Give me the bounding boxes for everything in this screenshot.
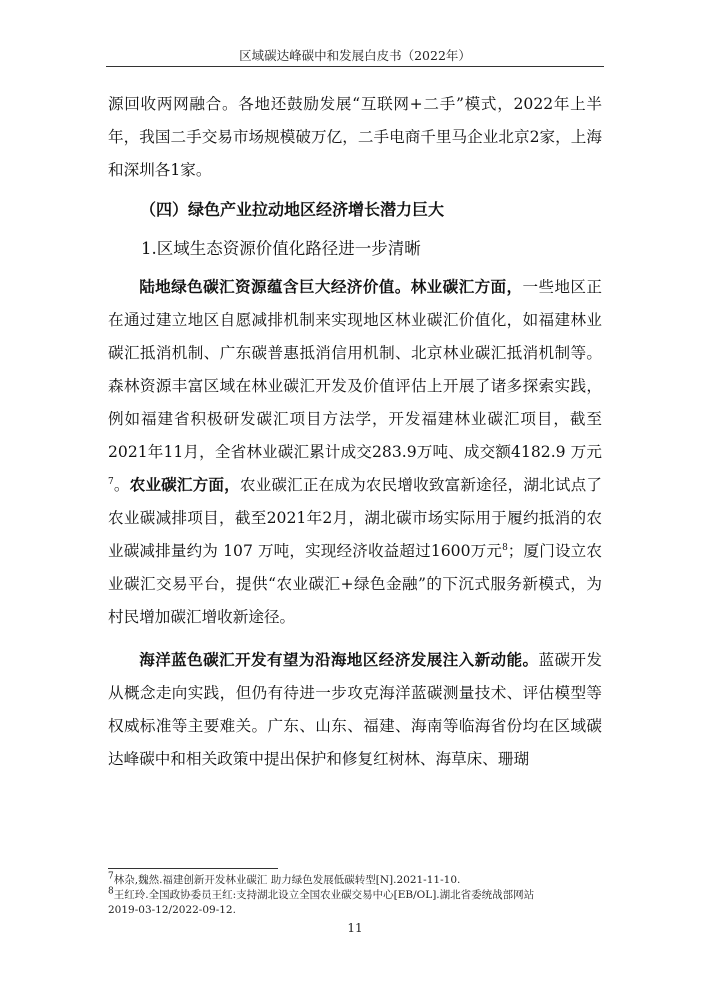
bold-lead-land: 陆地绿色碳汇资源蕴含巨大经济价值。林业碳汇方面， — [139, 278, 523, 296]
subsection-heading: 1.区域生态资源价值化路径进一步清晰 — [141, 239, 421, 258]
running-header: 区域碳达峰碳中和发展白皮书（2022年） — [239, 48, 471, 63]
text-agriculture: 农业碳汇正在成为农民增收致富新途径，湖北试点了农业碳减排项目，截至2021年2月，湖北碳市场实际用于履约抵消的农业碳减排量约为 107 万吨，实现经济收益超过1600万元 — [108, 476, 602, 560]
bold-lead-agriculture: 农业碳汇方面， — [129, 476, 240, 494]
footnote-text: 林杂,魏然.福建创新开发林业碳汇 助力绿色发展低碳转型[N].2021-11-10. — [113, 874, 461, 886]
footnote-8 — [108, 888, 608, 903]
footnotes — [108, 873, 608, 918]
text-xiamen: ；厦门设立农业碳汇交易平台，提供“农业碳汇+绿色金融”的下沉式服务新模式，为村民增加碳汇增收新途径。 — [108, 542, 602, 626]
footnote-ref-8[interactable]: 8 — [502, 542, 508, 553]
footnote-num: 7 — [108, 871, 114, 882]
footnote-8-cont: 2019-03-12/2022-09-12. — [108, 904, 236, 916]
text-blue-carbon: 蓝碳开发从概念走向实践，但仍有待进一步攻克海洋蓝碳测量技术、评估模型等权威标准等主要难关。广东、山东、福建、海南等临海省份均在区域碳达峰碳中和相关政策中提出保护和修复红树林、海草床、珊瑚 — [108, 651, 602, 768]
text-forestry: 一些地区正在通过建立地区自愿减排机制来实现地区林业碳汇价值化，如福建林业碳汇抵消机制、广东碳普惠抵消信用机制、北京林业碳汇抵消机制等。森林资源丰富区域在林业碳汇开发及价值评估上开展了诸多探索实践，例如福建省积极研发碳汇项目方法学，开发福建林业碳汇项目，截至2021年11月，全省林业碳汇累计成交283.9万吨、成交额4182.9 万元 — [108, 278, 602, 461]
main-text — [108, 88, 602, 776]
paragraph-blue-carbon — [108, 644, 602, 776]
paragraph-land-carbon-sink — [108, 271, 602, 634]
footnote-text: 王红玲.全国政协委员王红:支持湖北设立全国农业碳交易中心[EB/OL].湖北省委统战部网站 — [113, 889, 535, 901]
footnote-7 — [108, 873, 608, 888]
header-rule — [106, 66, 604, 67]
paragraph-continued: 源回收两网融合。各地还鼓励发展“互联网+二手”模式，2022年上半年，我国二手交易市场规模破万亿，二手电商千里马企业北京2家，上海和深圳各1家。 — [108, 95, 602, 179]
bold-lead-ocean: 海洋蓝色碳汇开发有望为沿海地区经济发展注入新动能。 — [139, 651, 539, 669]
section-heading: （四）绿色产业拉动地区经济增长潜力巨大 — [140, 200, 445, 219]
text-period: 。 — [113, 476, 130, 494]
footnote-ref-7[interactable]: 7 — [108, 476, 114, 487]
page-number: 11 — [347, 921, 363, 935]
footnote-rule — [108, 868, 278, 869]
footnote-num: 8 — [108, 886, 114, 897]
